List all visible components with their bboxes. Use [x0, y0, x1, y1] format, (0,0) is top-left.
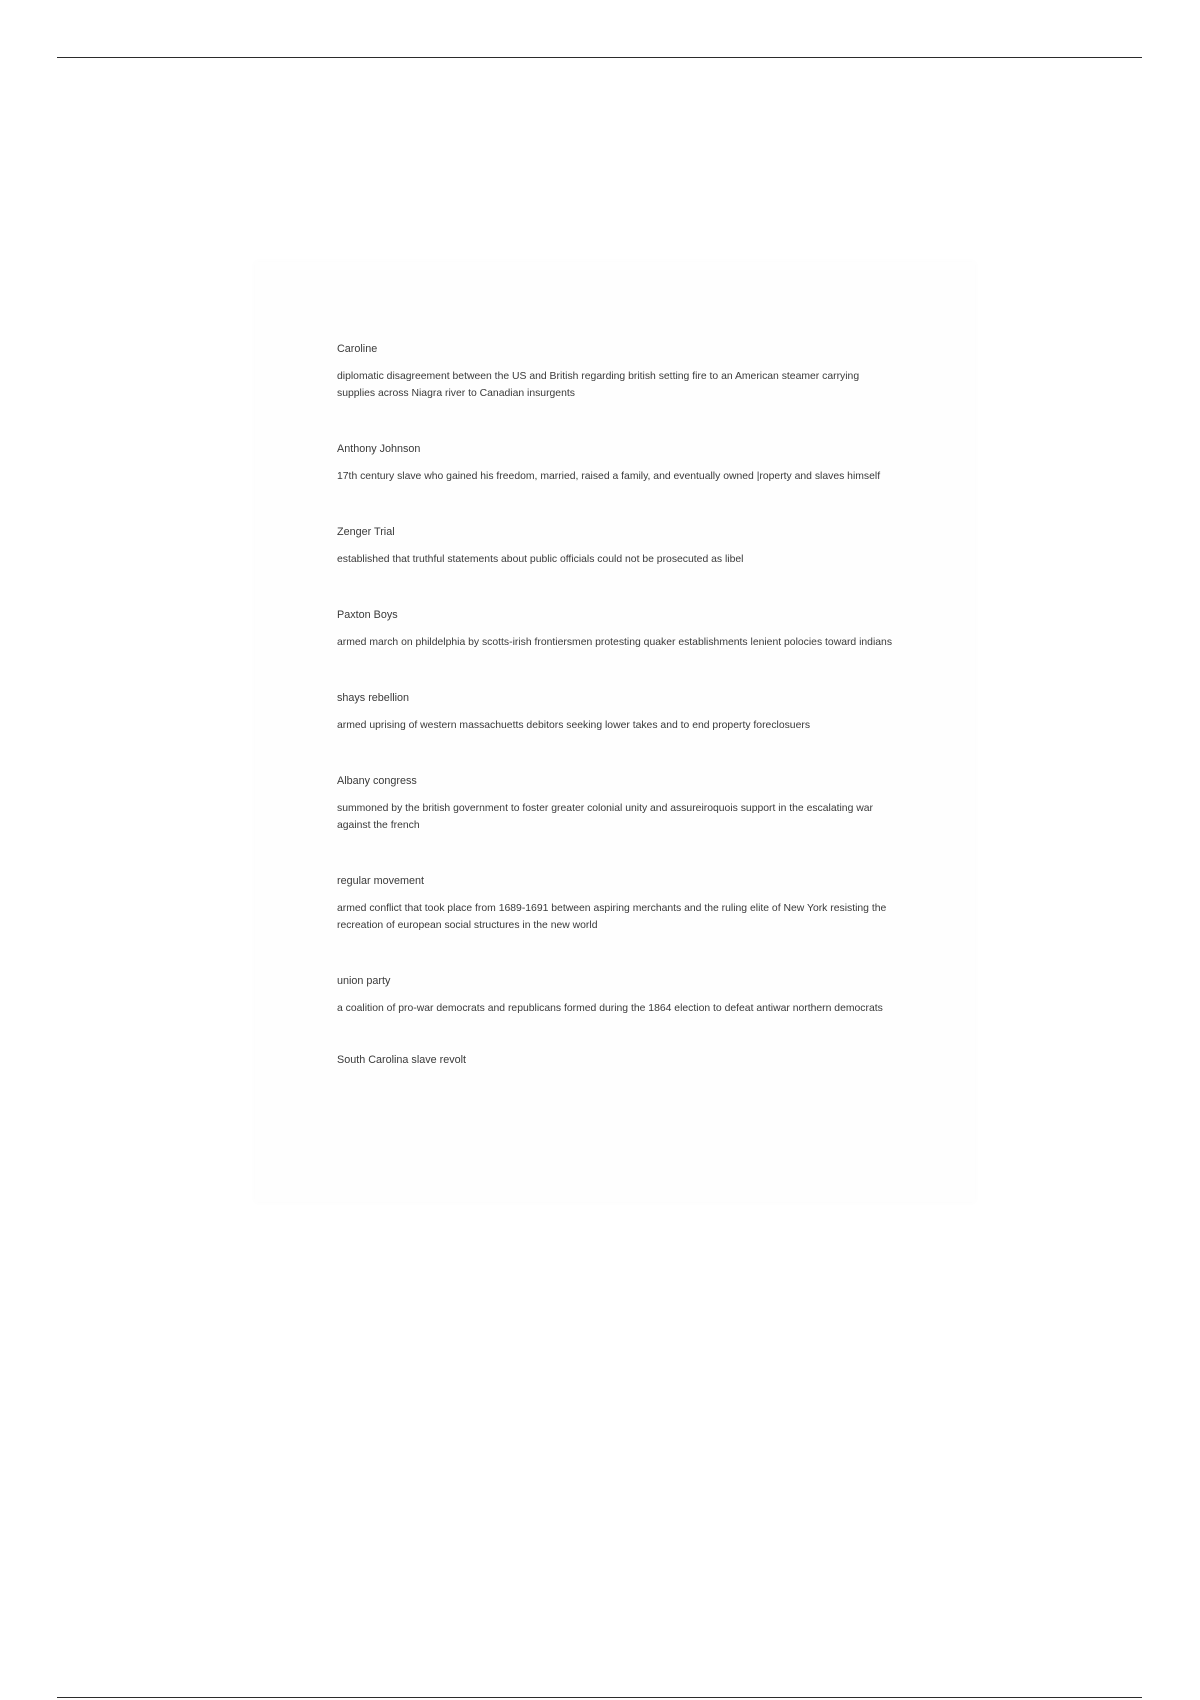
flashcard-list: [337, 342, 897, 1067]
flashcard-term: shays rebellion: [337, 692, 410, 704]
flashcard: [337, 1053, 897, 1067]
flashcard: [337, 442, 897, 485]
flashcard-definition: summoned by the british government to foster greater colonial unity and assureiroquois support in the escalating war against the french: [337, 803, 873, 831]
flashcard: [337, 691, 897, 734]
flashcard-term: Zenger Trial: [337, 526, 395, 538]
bottom-rule: [57, 1697, 1142, 1698]
flashcard: [337, 525, 897, 568]
top-rule: [57, 57, 1142, 58]
flashcard-definition: a coalition of pro-war democrats and republicans formed during the 1864 election to defeat antiwar northern democrats: [337, 1003, 883, 1014]
flashcard-term: Caroline: [337, 343, 378, 355]
flashcard: [337, 874, 897, 934]
flashcard-definition: armed march on phildelphia by scotts-irish frontiersmen protesting quaker establishments lenient polocies toward indians: [337, 637, 893, 648]
flashcard-term: Anthony Johnson: [337, 443, 421, 455]
flashcard-definition: established that truthful statements about public officials could not be prosecuted as libel: [337, 554, 744, 565]
flashcard-definition: 17th century slave who gained his freedom, married, raised a family, and eventually owned |roperty and slaves himself: [337, 471, 881, 482]
flashcard: [337, 608, 897, 651]
flashcard: [337, 974, 897, 1017]
flashcard-term: South Carolina slave revolt: [337, 1054, 467, 1066]
flashcard-term: regular movement: [337, 875, 425, 887]
flashcard-term: Paxton Boys: [337, 609, 398, 621]
flashcard: [337, 342, 897, 402]
flashcard-term: union party: [337, 975, 391, 987]
flashcard-definition: armed uprising of western massachuetts debitors seeking lower takes and to end property foreclosuers: [337, 720, 811, 731]
flashcard-definition: armed conflict that took place from 1689-1691 between aspiring merchants and the ruling elite of New York resisting the recreation of european social structures in the new world: [337, 903, 887, 931]
flashcard-term: Albany congress: [337, 775, 417, 787]
flashcard-definition: diplomatic disagreement between the US and British regarding british setting fire to an American steamer carrying supplies across Niagra river to Canadian insurgents: [337, 371, 860, 399]
flashcard: [337, 774, 897, 834]
